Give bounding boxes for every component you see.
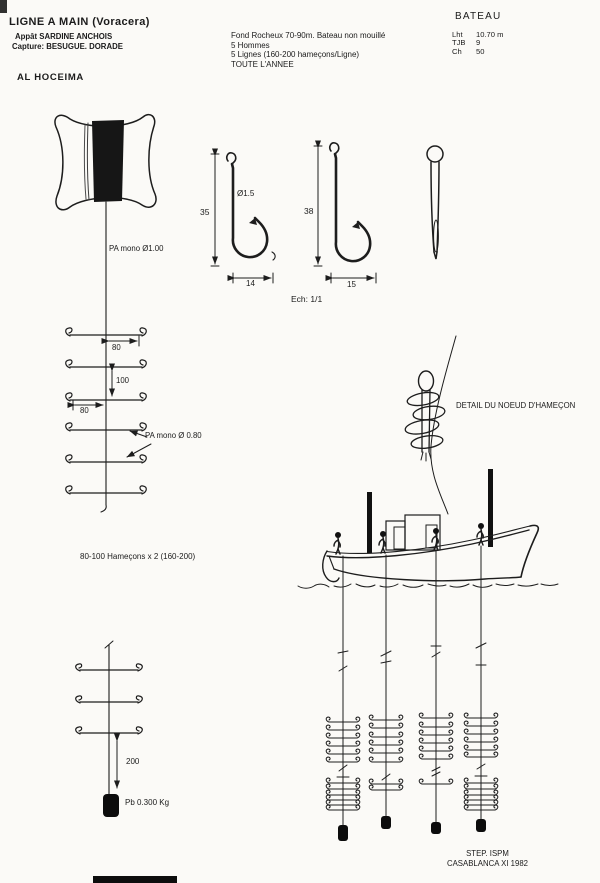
spec-label: Ch (452, 46, 462, 56)
scan-artifact (0, 0, 7, 13)
lead-sinker (338, 825, 348, 841)
drop-line-1 (326, 556, 360, 841)
dim-80-top-label: 80 (112, 343, 121, 352)
hook-left-diameter-dim: Ø1.5 (237, 189, 255, 198)
spec-label: Lht (452, 30, 463, 39)
hook-left (211, 153, 275, 283)
hook-left-width-dim: 14 (246, 279, 255, 288)
fishing-conditions (231, 31, 385, 70)
fisherman (334, 532, 341, 554)
sinker-label: Pb 0.300 Kg (125, 798, 170, 807)
spec-value: 50 (476, 46, 485, 56)
fisherman (379, 531, 386, 553)
spec-row (452, 48, 503, 56)
stern (323, 551, 339, 582)
conditions-line: 5 Lignes (160-200 hameçons/Ligne) (231, 50, 360, 60)
hook-right-width-dim: 15 (347, 280, 356, 289)
hull-bottom (334, 569, 521, 581)
hook-left-height-dim: 35 (200, 207, 210, 217)
footer-line: CASABLANCA XI 1982 (446, 858, 529, 868)
waterline (298, 584, 558, 588)
drop-line-3 (419, 551, 453, 834)
page-title: LIGNE A MAIN (Voracera) (9, 16, 150, 28)
boat-specs (452, 31, 503, 56)
knot-detail-drawing (404, 336, 456, 514)
dim-80-bottom-label: 80 (80, 406, 89, 415)
mainline-label: PA mono Ø1.00 (109, 244, 164, 253)
lead-sinker (103, 794, 119, 817)
lead-sinker (431, 822, 441, 834)
location-label: AL HOCEIMA (17, 72, 84, 83)
fore-mast (367, 492, 372, 553)
footer-line: STEP. ISPM (466, 849, 509, 858)
hooks-count-note: 80-100 Hameçons x 2 (160-200) (80, 552, 196, 561)
spec-label: TJB (452, 38, 466, 48)
bow-stem (521, 525, 538, 577)
knot-detail-label: DETAIL DU NOEUD D'HAMEÇON (456, 401, 576, 410)
dim-200-label: 200 (126, 757, 140, 766)
spec-value: 10.70 m (476, 30, 504, 39)
conditions-line: Fond Rocheux 70-90m. Bateau non mouillé (231, 31, 386, 40)
branch-line-label: PA mono Ø 0.80 (145, 431, 202, 440)
drop-line-4 (464, 546, 498, 832)
lead-sinker (476, 819, 486, 832)
dim-100-label: 100 (116, 376, 130, 385)
boat (323, 469, 539, 582)
bait-note: Appât SARDINE ANCHOIS (15, 32, 113, 41)
hook-right (314, 143, 376, 283)
hook-right-height-dim: 38 (304, 206, 314, 216)
lead-sinker (381, 816, 391, 829)
conditions-line: TOUTE L'ANNEE (231, 60, 294, 70)
hand-reel (55, 115, 156, 210)
conditions-line: 5 Hommes (231, 40, 270, 50)
scan-artifact (93, 876, 177, 883)
sinker-rig (76, 641, 143, 817)
scale-note: Ech: 1/1 (291, 294, 323, 304)
spec-value: 9 (476, 38, 481, 48)
boat-title: BATEAU (455, 11, 502, 22)
footer-credit (425, 849, 550, 868)
capture-note: Capture: BESUGUE. DORADE (12, 42, 123, 51)
baiting-needle (427, 146, 443, 259)
drop-line-2 (369, 555, 403, 829)
